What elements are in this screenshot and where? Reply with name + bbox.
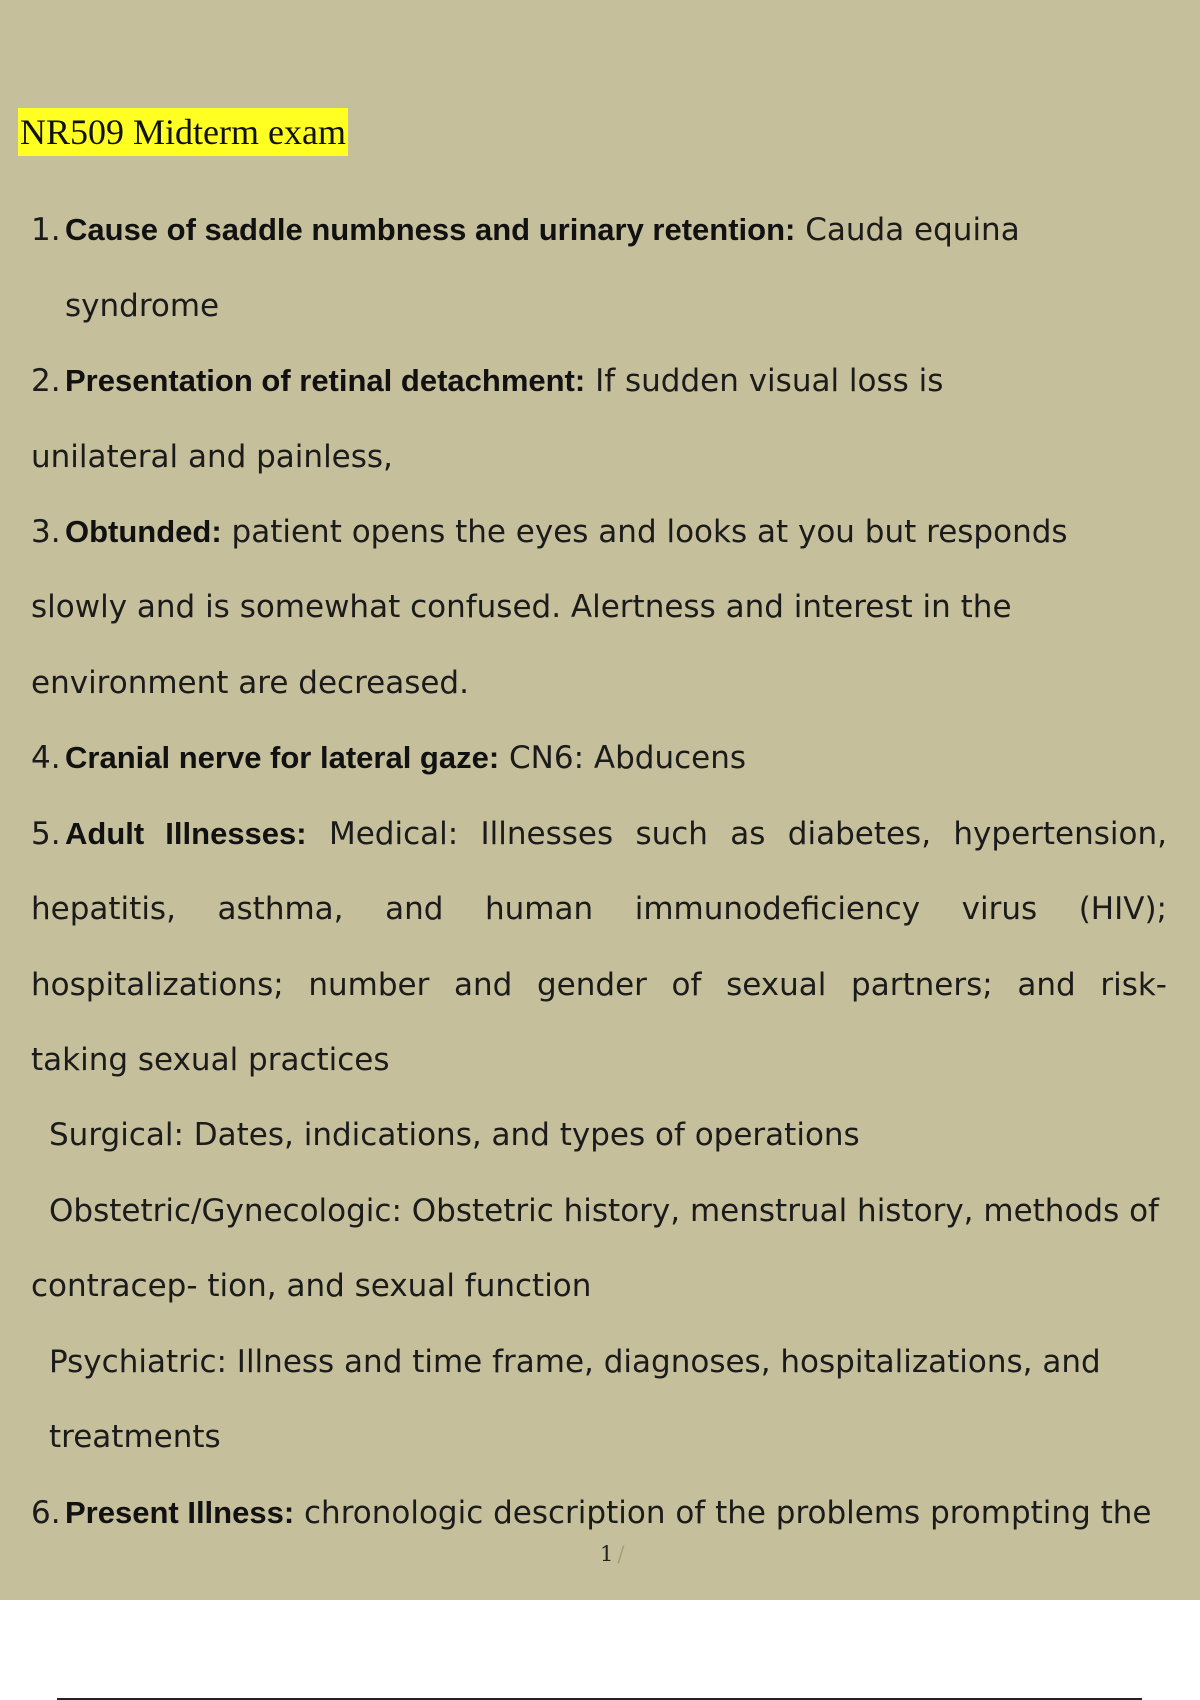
obstetric-history: Obstetric/Gynecologic: Obstetric history, menstrual history, methods of — [49, 1193, 1159, 1229]
page-number-value: 1 — [600, 1542, 614, 1566]
item-text: If sudden visual loss is — [585, 363, 944, 399]
item-continuation: syndrome — [65, 288, 220, 324]
psychiatric-history-continuation: treatments — [49, 1419, 221, 1455]
item-text: Cauda equina — [795, 212, 1020, 248]
psychiatric-history: Psychiatric: Illness and time frame, diagnoses, hospitalizations, and — [49, 1344, 1101, 1380]
item-continuation: hepatitis, asthma, and human immunodeficiency virus (HIV); — [31, 891, 1167, 927]
item-text: Medical: Illnesses such as diabetes, hypertension, — [306, 816, 1168, 852]
item-term: Cause of saddle numbness and urinary retention: — [65, 212, 796, 247]
item-continuation: hospitalizations; number and gender of sexual partners; and risk- — [31, 967, 1167, 1003]
list-number: 1. — [31, 212, 61, 248]
item-continuation: environment are decreased. — [31, 665, 469, 701]
item-continuation: unilateral and painless, — [31, 439, 393, 475]
list-item-4 — [31, 738, 746, 778]
item-term: Presentation of retinal detachment: — [65, 363, 586, 398]
list-number: 6. — [31, 1495, 61, 1531]
list-item-2 — [31, 361, 943, 401]
item-term: Cranial nerve for lateral gaze: — [65, 740, 500, 775]
item-text: CN6: Abducens — [499, 740, 747, 776]
list-number: 3. — [31, 514, 61, 550]
item-term: Obtunded: — [65, 514, 222, 549]
document-title: NR509 Midterm exam — [18, 108, 348, 156]
list-item-1 — [31, 210, 1020, 250]
item-text: chronologic description of the problems prompting the — [294, 1495, 1152, 1531]
item-continuation: taking sexual practices — [31, 1042, 390, 1078]
obstetric-history-continuation: contracep- tion, and sexual function — [31, 1268, 592, 1304]
list-item-6 — [31, 1493, 1151, 1533]
item-term: Present Illness: — [65, 1495, 295, 1530]
list-number: 5. — [31, 816, 61, 852]
surgical-history: Surgical: Dates, indications, and types of operations — [49, 1117, 860, 1153]
list-item-5 — [31, 814, 1167, 854]
item-continuation: slowly and is somewhat confused. Alertness and interest in the — [31, 589, 1012, 625]
page-number-separator: / — [617, 1542, 625, 1566]
list-number: 4. — [31, 740, 61, 776]
page-number — [600, 1542, 624, 1566]
item-text: patient opens the eyes and looks at you but responds — [221, 514, 1068, 550]
item-term: Adult Illnesses: — [65, 816, 307, 851]
list-number: 2. — [31, 363, 61, 399]
list-item-3 — [31, 512, 1068, 552]
